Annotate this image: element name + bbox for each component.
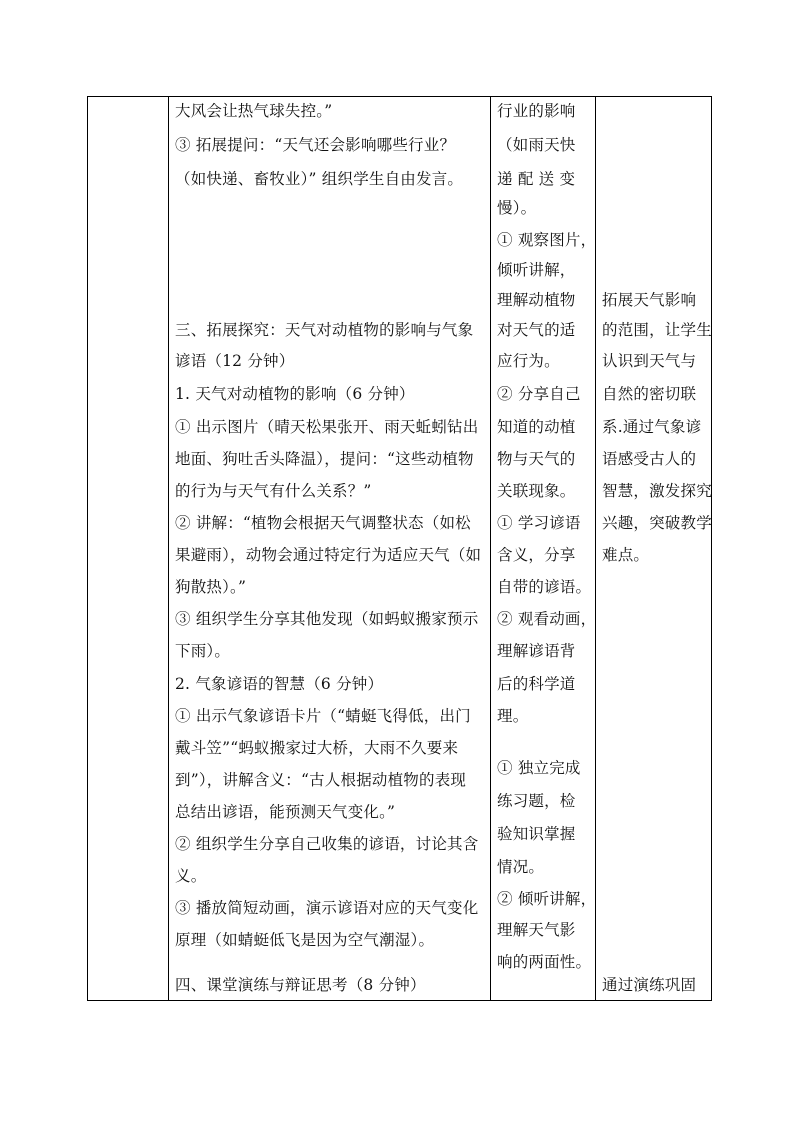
student-line: 理解天气影 (497, 921, 576, 939)
activity-line: ① 出示图片（晴天松果张开、雨天蚯蚓钻出 (175, 418, 479, 436)
activity-line: 狗散热）。” (175, 578, 247, 596)
student-line: 理解谚语背 (497, 642, 576, 660)
activity-line: 地面、狗吐舌头降温），提问：“这些动植物 (175, 450, 474, 468)
student-line: ① 观察图片， (497, 231, 597, 249)
activity-line: ① 出示气象谚语卡片（“蜻蜓飞得低，出门 (175, 707, 471, 725)
section-heading: 谚语（12 分钟） (175, 352, 295, 370)
student-line: 理解动植物 (497, 291, 576, 309)
section-heading: 三、拓展探究：天气对动植物的影响与气象 (175, 321, 474, 339)
intent-line: 系.通过气象谚 (602, 418, 702, 436)
activity-line: ③ 组织学生分享其他发现（如蚂蚁搬家预示 (175, 610, 479, 628)
intent-line: 认识到天气与 (602, 352, 697, 370)
student-line: ② 分享自己 (497, 385, 581, 403)
student-line: 自带的谚语。 (497, 578, 592, 596)
activity-line: 到”），讲解含义：“古人根据动植物的表现 (175, 771, 467, 789)
subsection-heading: 2. 气象谚语的智慧（6 分钟） (175, 675, 384, 693)
student-activity-cell (491, 97, 596, 1001)
intent-line: 语感受古人的 (602, 450, 697, 468)
section-heading: 四、课堂演练与辩证思考（8 分钟） (175, 976, 426, 994)
student-line: 知道的动植 (497, 418, 576, 436)
activity-line: 果避雨），动物会通过特定行为适应天气（如 (175, 546, 482, 564)
activity-line: （如快递、畜牧业）” 组织学生自由发言。 (175, 170, 464, 188)
intent-line: 的范围，让学生 (602, 321, 712, 339)
student-line: 对天气的适 (497, 321, 576, 339)
intent-line: 智慧，激发探究 (602, 482, 712, 500)
table-row (88, 97, 712, 1001)
design-intent-cell (596, 97, 712, 1001)
intent-line: 拓展天气影响 (602, 291, 697, 309)
student-line: 情况。 (497, 858, 545, 876)
activity-line: 义。 (175, 867, 207, 885)
student-line: 后的科学道 (497, 675, 576, 693)
activity-line: ③ 拓展提问：“天气还会影响哪些行业？ (175, 136, 456, 154)
intent-line: 自然的密切联 (602, 385, 697, 403)
student-line: ② 观看动画， (497, 610, 597, 628)
activity-line: 戴斗笠”“蚂蚁搬家过大桥，大雨不久要来 (175, 739, 459, 757)
student-line: 递 配 送 变 (497, 170, 576, 188)
student-line: 倾听讲解， (497, 261, 576, 279)
intent-line: 难点。 (602, 546, 650, 564)
lesson-plan-table (87, 96, 712, 1001)
student-line: 含义，分享 (497, 546, 576, 564)
student-line: （如雨天快 (497, 136, 576, 154)
activity-line: 总结出谚语，能预测天气变化。” (175, 803, 396, 821)
student-line: 应行为。 (497, 352, 560, 370)
stage-cell (88, 97, 169, 1001)
student-line: ① 独立完成 (497, 759, 581, 777)
intent-line: 通过演练巩固 (602, 976, 697, 994)
activity-line: 下雨）。 (175, 642, 231, 660)
activity-line: 大风会让热气球失控。” (175, 102, 333, 120)
subsection-heading: 1. 天气对动植物的影响（6 分钟） (175, 385, 415, 403)
student-line: ① 学习谚语 (497, 514, 581, 532)
student-line: 练习题，检 (497, 792, 576, 810)
student-line: 行业的影响 (497, 102, 576, 120)
student-line: 关联现象。 (497, 482, 576, 500)
activity-line: 的行为与天气有什么关系？” (175, 482, 372, 500)
activity-line: ② 讲解：“植物会根据天气调整状态（如松 (175, 514, 471, 532)
activity-line: ② 组织学生分享自己收集的谚语，讨论其含 (175, 835, 479, 853)
activity-line: ③ 播放简短动画，演示谚语对应的天气变化 (175, 899, 479, 917)
student-line: 物与天气的 (497, 450, 576, 468)
student-line: 慢）。 (497, 199, 537, 217)
student-line: 理。 (497, 707, 529, 725)
student-line: ② 倾听讲解， (497, 890, 597, 908)
student-line: 响的两面性。 (497, 953, 592, 971)
activity-line: 原理（如蜻蜓低飞是因为空气潮湿）。 (175, 931, 435, 949)
teacher-activity-cell (169, 97, 491, 1001)
student-line: 验知识掌握 (497, 825, 576, 843)
intent-line: 兴趣，突破教学 (602, 514, 712, 532)
